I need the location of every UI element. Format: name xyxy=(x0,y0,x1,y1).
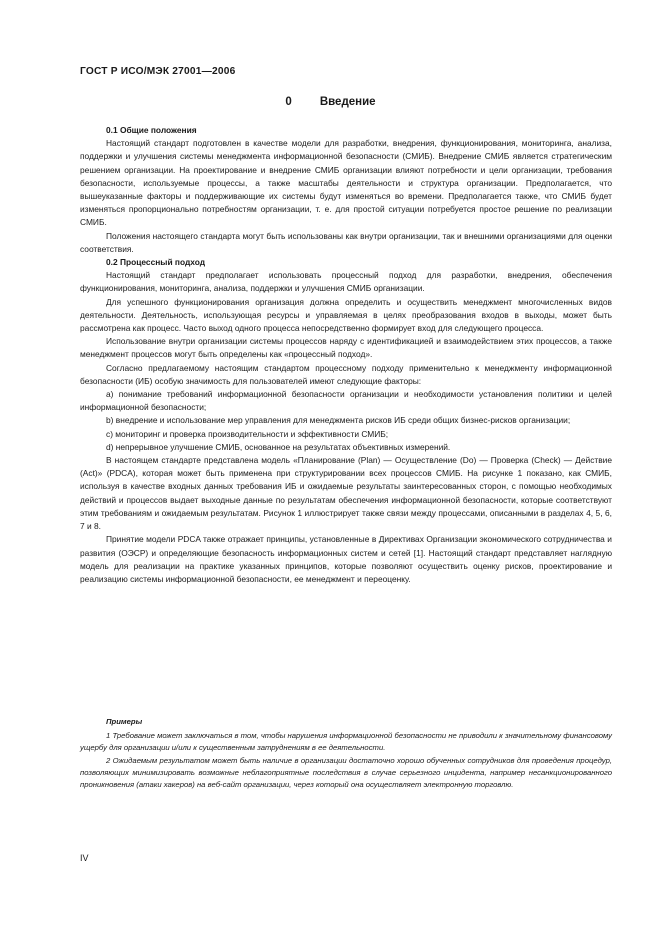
list-item: с) мониторинг и проверка производительности и эффективности СМИБ; xyxy=(106,428,389,439)
paragraph: В настоящем стандарте представлена модель «Планирование (Plan) — Осуществление (Do) — Проверка (Check) — Действие (Act)» (PDCA), которая может быть применена при структурировании всех процессов СМИБ. На рисунке 1 показано, как СМИБ, используя в качестве входных данных требования ИБ и ожидаемые результаты заинтересованных сторон, с помощью необходимых действий и процессов выдает выходные данные по результатам обеспечения информационной безопасности, которые соответствуют этим требованиям и ожидаемым результатам. Рисунок 1 иллюстрирует также связи между процессами, описанными в разделах 4, 5, 6, 7 и 8. xyxy=(80,455,612,532)
section-number: 0 xyxy=(285,96,292,108)
paragraph: Для успешного функционирования организация должна определить и осуществить менеджмент многочисленных видов деятельности. Деятельность, использующая ресурсы и управляемая в целях преобразования входов в выходы, может быть рассмотрена как процесс. Часто выход одного процесса непосредственно формирует вход для следующего процесса. xyxy=(80,296,612,334)
body-text xyxy=(80,124,612,586)
subsection-heading: 0.1 Общие положения xyxy=(106,125,197,135)
paragraph: Положения настоящего стандарта могут быть использованы как внутри организации, так и внешними организациями для оценки соответствия. xyxy=(80,230,612,254)
paragraph: Использование внутри организации системы процессов наряду с идентификацией и взаимодействием этих процессов, а также менеджмент процессов могут быть определены как «процессный подход». xyxy=(80,336,612,360)
example-item: 1 Требование может заключаться в том, чтобы нарушения информационной безопасности не приводили к значительному финансовому ущербу для организации и/или к существенным затруднениям в ее деятельности. xyxy=(80,731,612,753)
page-number: IV xyxy=(80,853,89,863)
list-item: а) понимание требований информационной безопасности организации и необходимости установления политики и целей информационной безопасности; xyxy=(80,389,612,413)
paragraph: Настоящий стандарт подготовлен в качестве модели для разработки, внедрения, функционирования, мониторинга, анализа, поддержки и улучшения системы менеджмента информационной безопасности (СМИБ). Внедрение СМИБ является стратегическим решением организации. На проектирование и внедрение СМИБ организации влияют потребности и цели организации, требования безопасности, используемые процессы, а также масштабы деятельности и структура организации. Предполагается, что вышеуказанные факторы и поддерживающие их системы будут изменяться во времени. Предполагается также, что СМИБ будет изменяться пропорционально потребностям организации, т. е. для простой ситуации потребуется простое решение по реализации СМИБ. xyxy=(80,138,612,228)
paragraph: Настоящий стандарт предполагает использовать процессный подход для разработки, внедрения, обеспечения функционирования, мониторинга, анализа, поддержки и улучшения СМИБ организации. xyxy=(80,270,612,294)
list-item: b) внедрение и использование мер управления для менеджмента рисков ИБ среди общих бизнес-рисков организации; xyxy=(106,415,571,426)
examples-block xyxy=(80,716,612,791)
list-item: d) непрерывное улучшение СМИБ, основанное на результатах объективных измерений. xyxy=(106,441,451,452)
section-title-text: Введение xyxy=(319,96,376,108)
paragraph: Принятие модели PDCA также отражает принципы, установленные в Директивах Организации экономического сотрудничества и развития (ОЭСР) и определяющие безопасность информационных систем и сетей [1]. Настоящий стандарт представляет наглядную модель для реализации на практике указанных принципов, которые позволяют осуществить оценку рисков, проектирование и реализацию системы информационной безопасности, ее менеджмент и переоценку. xyxy=(80,534,612,584)
section-title xyxy=(0,96,661,108)
examples-heading: Примеры xyxy=(106,717,143,726)
example-item: 2 Ожидаемым результатом может быть наличие в организации достаточно хорошо обученных сотрудников для проведения процедур, позволяющих минимизировать возможные неблагоприятные последствия в случае серьезного инцидента, например несанкционированного проникновения (атаки хакеров) на веб-сайт организации, через который она осуществляет электронную торговлю. xyxy=(80,755,612,790)
paragraph: Согласно предлагаемому настоящим стандартом процессному подходу применительно к менеджменту информационной безопасности (ИБ) особую значимость для пользователей имеют следующие факторы: xyxy=(80,362,612,386)
subsection-heading: 0.2 Процессный подход xyxy=(106,257,206,268)
standard-header: ГОСТ Р ИСО/МЭК 27001—2006 xyxy=(80,66,236,77)
